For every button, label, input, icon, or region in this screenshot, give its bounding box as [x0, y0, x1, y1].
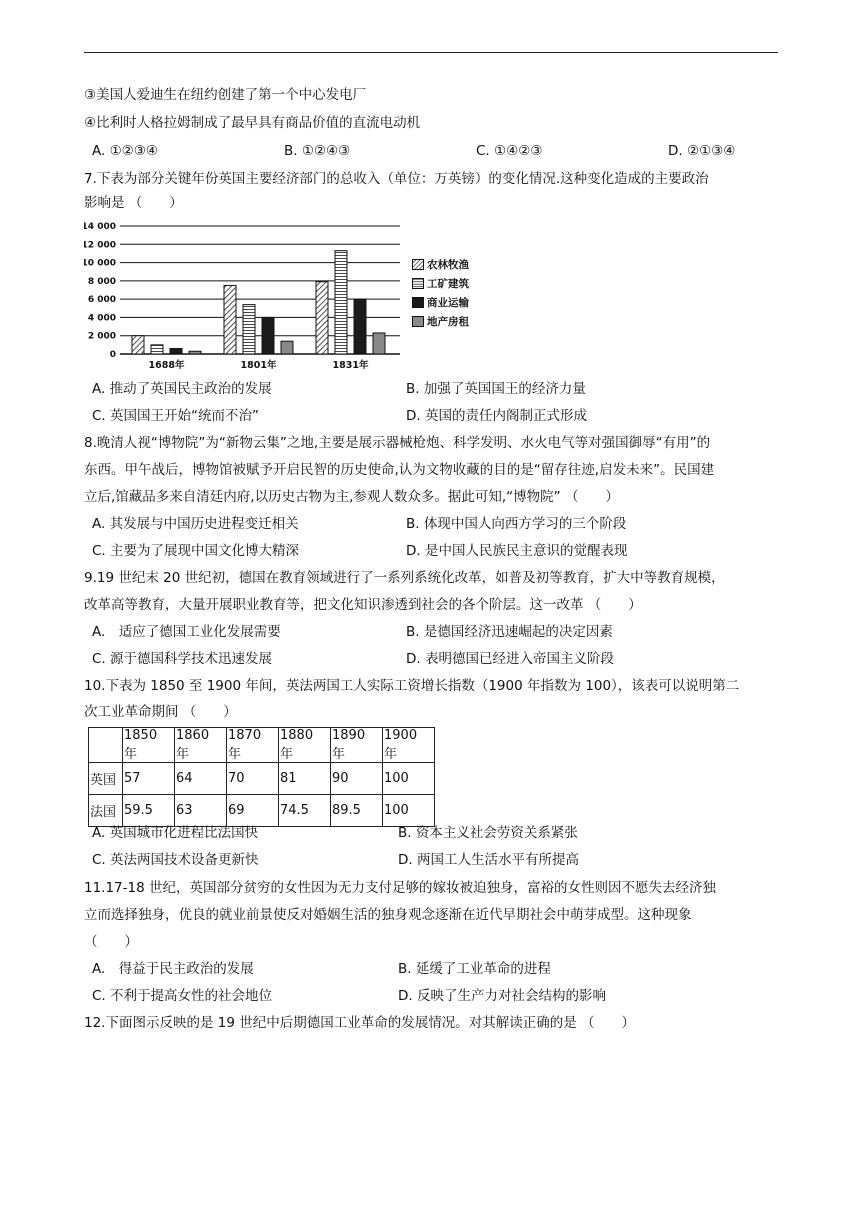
bar-1-2	[335, 251, 347, 354]
q11-stem-line-2: 立而选择独身，优良的就业前景使反对婚姻生活的独身观念逐渐在近代早期社会中萌芽成型。这种现象	[84, 907, 692, 923]
q8-stem-line-1: 8.晚清人视“博物院”为“新物云集”之地,主要是展示器械枪炮、科学发明、水火电气等对强国御辱“有用”的	[84, 435, 711, 451]
y-tick-label: 0	[109, 350, 116, 360]
table-cell: 1850 年	[123, 728, 175, 763]
legend-swatch-hlines	[412, 278, 424, 289]
table-cell: 1860 年	[175, 728, 227, 763]
q11-stem-line-1: 11.17-18 世纪，英国部分贫穷的女性因为无力支付足够的嫁妆被迫独身，富裕的女性则因不愿失去经济独	[84, 880, 716, 896]
table-cell: 90	[331, 763, 383, 795]
y-tick-label: 6 000	[87, 295, 116, 306]
chart-legend	[412, 255, 496, 331]
table-cell: 英国	[89, 763, 123, 795]
table-cell: 1880 年	[279, 728, 331, 763]
bar-3-1	[281, 341, 293, 354]
q6-item-3: ③美国人爱迪生在纽约创建了第一个中心发电厂	[84, 87, 367, 103]
q9-option-d: D. 表明德国已经进入帝国主义阶段	[406, 651, 614, 667]
q11-option-a: A. 得益于民主政治的发展	[92, 961, 254, 977]
table-cell: 59.5	[123, 795, 175, 827]
bar-0-1	[224, 285, 236, 354]
legend-item	[412, 255, 496, 274]
bar-2-0	[170, 349, 182, 354]
q10-option-b: B. 资本主义社会劳资关系紧张	[398, 825, 578, 841]
q6-option-c: C. ①④②③	[476, 143, 543, 159]
q9-stem-line-1: 9.19 世纪末 20 世纪初，德国在教育领域进行了一系列系统化改革，如普及初等教育，扩大中等教育规模，	[84, 570, 725, 586]
q11-stem-line-3: （ ）	[84, 934, 138, 950]
q6-option-a: A. ①②③④	[92, 143, 158, 159]
table-cell: 69	[227, 795, 279, 827]
q11-option-c: C. 不利于提高女性的社会地位	[92, 988, 273, 1004]
legend-item	[412, 312, 496, 331]
table-row	[89, 795, 435, 827]
table-cell: 1900 年	[383, 728, 435, 763]
q10-option-d: D. 两国工人生活水平有所提高	[398, 852, 579, 868]
legend-swatch-solid	[412, 297, 424, 308]
q7-stem-line-2: 影响是 （ ）	[84, 195, 183, 211]
q8-stem-line-3: 立后,馆藏品多来自清廷内府,以历史古物为主,参观人数众多。据此可知,“博物院” （ ）	[84, 489, 619, 505]
table-cell: 70	[227, 763, 279, 795]
x-tick-label: 1801年	[240, 360, 277, 371]
table-cell	[89, 728, 123, 763]
table-header-row	[89, 728, 435, 763]
table-row	[89, 763, 435, 795]
q6-option-d: D. ②①③④	[668, 143, 736, 159]
q6-option-b: B. ①②④③	[284, 143, 351, 159]
table-cell: 63	[175, 795, 227, 827]
q8-option-b: B. 体现中国人向西方学习的三个阶段	[406, 516, 627, 532]
legend-label: 工矿建筑	[427, 278, 469, 290]
bar-1-0	[151, 345, 163, 354]
table-cell: 法国	[89, 795, 123, 827]
legend-item	[412, 293, 496, 312]
q10-option-a: A. 英国城市化进程比法国快	[92, 825, 259, 841]
legend-swatch-hatch	[412, 259, 424, 270]
table-cell: 81	[279, 763, 331, 795]
q7-option-d: D. 英国的责任内阁制正式形成	[406, 408, 587, 424]
x-tick-label: 1688年	[148, 360, 185, 371]
header-rule	[84, 52, 778, 53]
y-tick-label: 10 000	[84, 258, 116, 269]
q12-stem-line-1: 12.下面图示反映的是 19 世纪中后期德国工业革命的发展情况。对其解读正确的是 （ ）	[84, 1015, 636, 1031]
table-cell: 64	[175, 763, 227, 795]
q7-option-a: A. 推动了英国民主政治的发展	[92, 381, 272, 397]
q6-item-4: ④比利时人格拉姆制成了最早具有商品价值的直流电动机	[84, 115, 421, 131]
q10-option-c: C. 英法两国技术设备更新快	[92, 852, 259, 868]
q8-stem-line-2: 东西。甲午战后，博物馆被赋予开启民智的历史使命,认为文物收藏的目的是“留存往迹,启发未来”。民国建	[84, 462, 715, 478]
bar-0-2	[316, 282, 328, 354]
bar-3-0	[189, 351, 201, 354]
table-cell: 100	[383, 763, 435, 795]
legend-swatch-grey	[412, 316, 424, 327]
y-tick-label: 4 000	[87, 313, 116, 324]
q11-option-b: B. 延缓了工业革命的进程	[398, 961, 551, 977]
x-tick-label: 1831年	[332, 360, 369, 371]
q8-option-a: A. 其发展与中国历史进程变迁相关	[92, 516, 299, 532]
table-cell: 74.5	[279, 795, 331, 827]
q8-option-d: D. 是中国人民族民主意识的觉醒表现	[406, 543, 628, 559]
q10-stem-line-2: 次工业革命期间 （ ）	[84, 704, 237, 720]
q10-stem-line-1: 10.下表为 1850 至 1900 年间，英法两国工人实际工资增长指数（1900 年指数为 100），该表可以说明第二	[84, 678, 740, 694]
q7-option-b: B. 加强了英国国王的经济力量	[406, 381, 586, 397]
q7-chart-svg	[84, 218, 404, 374]
bar-2-1	[262, 317, 274, 354]
q7-option-c: C. 英国国王开始“统而不治”	[92, 408, 259, 424]
q9-option-b: B. 是德国经济迅速崛起的决定因素	[406, 624, 613, 640]
q11-option-d: D. 反映了生产力对社会结构的影响	[398, 988, 606, 1004]
bar-0-0	[132, 336, 144, 354]
table-cell: 1870 年	[227, 728, 279, 763]
q9-option-a: A. 适应了德国工业化发展需要	[92, 624, 281, 640]
legend-label: 地产房租	[427, 316, 469, 328]
q9-stem-line-2: 改革高等教育，大量开展职业教育等，把文化知识渗透到社会的各个阶层。这一改革 （ ）	[84, 597, 642, 613]
legend-label: 商业运输	[427, 297, 469, 309]
y-tick-label: 8 000	[87, 276, 116, 287]
q9-option-c: C. 源于德国科学技术迅速发展	[92, 651, 273, 667]
bar-3-2	[373, 333, 385, 354]
table-cell: 1890 年	[331, 728, 383, 763]
table-cell: 57	[123, 763, 175, 795]
q7-income-bar-chart	[84, 218, 404, 374]
y-tick-label: 2 000	[87, 331, 116, 342]
legend-item	[412, 274, 496, 293]
bar-2-2	[354, 299, 366, 354]
y-tick-label: 14 000	[84, 222, 116, 232]
bar-1-1	[243, 305, 255, 354]
q8-option-c: C. 主要为了展现中国文化博大精深	[92, 543, 300, 559]
table-cell: 89.5	[331, 795, 383, 827]
q7-stem-line-1: 7.下表为部分关键年份英国主要经济部门的总收入（单位：万英镑）的变化情况.这种变化造成的主要政治	[84, 171, 709, 187]
q10-wage-table	[88, 727, 435, 827]
legend-label: 农林牧渔	[427, 259, 469, 271]
y-tick-label: 12 000	[84, 240, 116, 251]
table-cell: 100	[383, 795, 435, 827]
